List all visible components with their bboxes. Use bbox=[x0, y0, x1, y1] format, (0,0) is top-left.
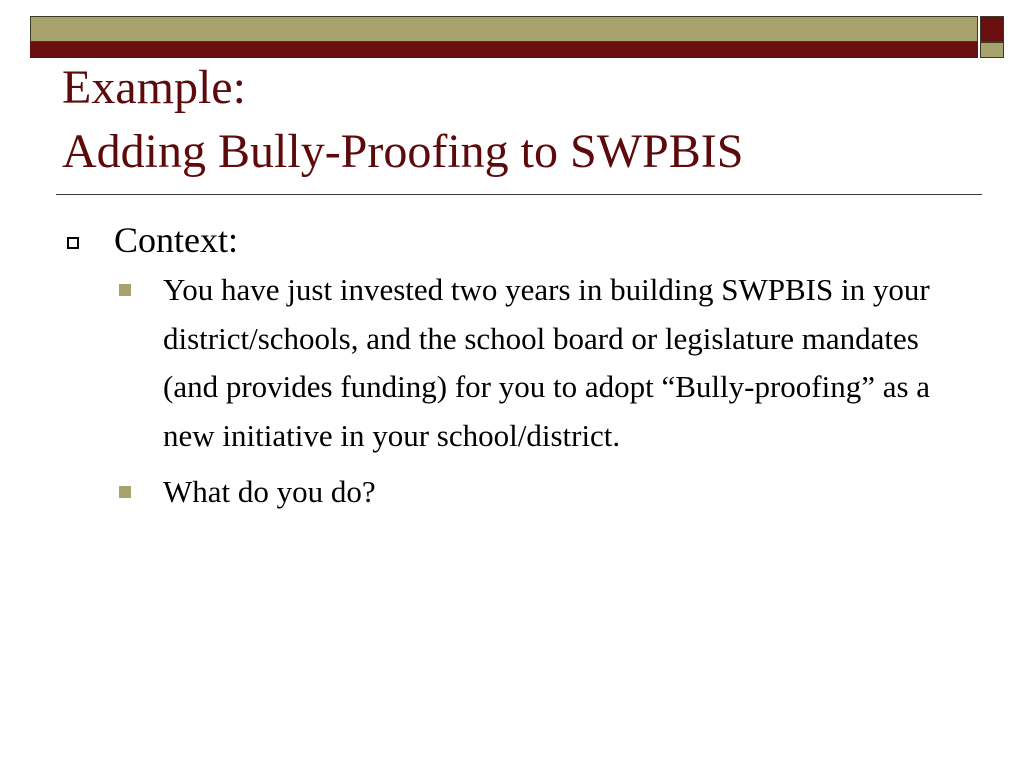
slide-title bbox=[62, 56, 982, 184]
sub-bullet-1 bbox=[114, 266, 962, 460]
title-line-1: Example: bbox=[62, 61, 246, 114]
slide-body bbox=[62, 214, 962, 517]
hollow-square-bullet-icon bbox=[67, 237, 79, 249]
title-divider bbox=[56, 194, 982, 195]
sub-bullet-2 bbox=[114, 468, 962, 517]
bullet-context bbox=[62, 214, 962, 266]
filled-square-bullet-icon bbox=[119, 284, 131, 296]
header-band-olive bbox=[30, 16, 978, 42]
sub-bullet-2-text: What do you do? bbox=[163, 474, 376, 509]
corner-square-maroon bbox=[980, 16, 1004, 42]
corner-square-olive bbox=[980, 42, 1004, 58]
title-line-2: Adding Bully-Proofing to SWPBIS bbox=[62, 125, 744, 178]
sub-bullet-1-text: You have just invested two years in building SWPBIS in your district/schools, and the school board or legislature mandates (and provides funding) for you to adopt “Bully-proofing” as a new initiative in your school/district. bbox=[163, 272, 931, 453]
bullet-context-text: Context: bbox=[114, 220, 238, 260]
filled-square-bullet-icon bbox=[119, 486, 131, 498]
